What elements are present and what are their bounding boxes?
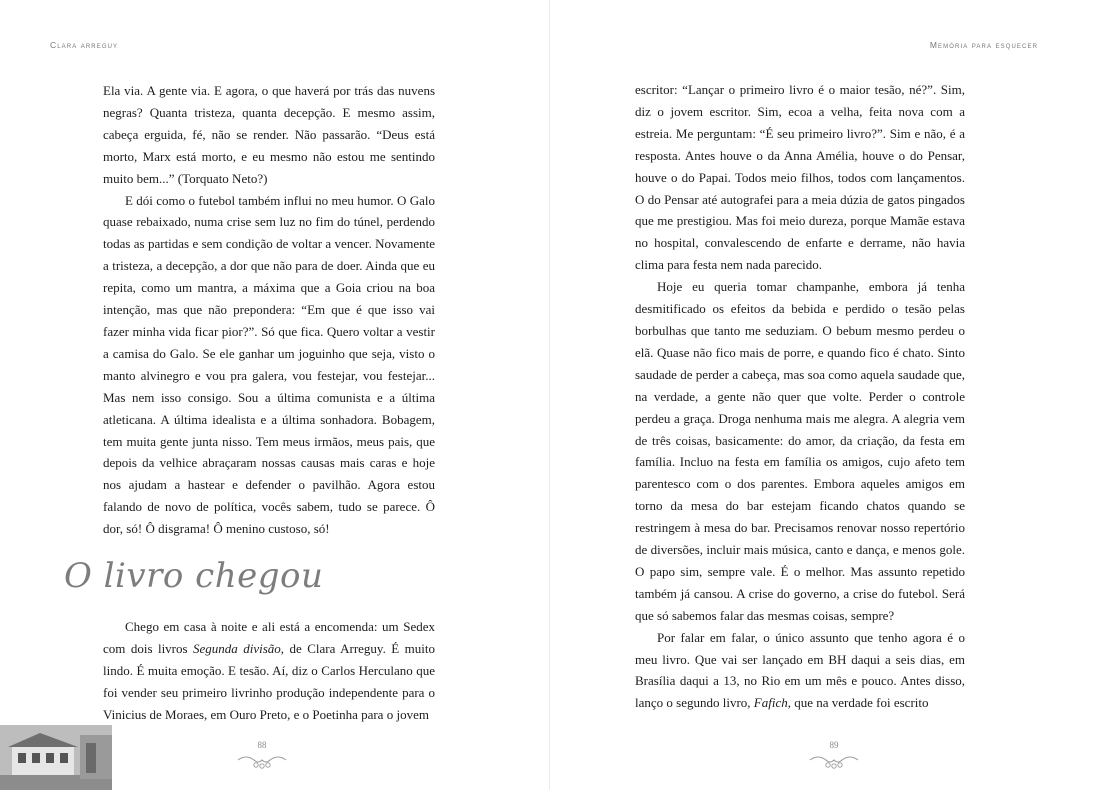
house-photo-image (0, 725, 112, 790)
page-number: 89 (829, 740, 839, 750)
text-run: , que na verdade foi escrito (787, 695, 929, 711)
left-body-text (103, 80, 435, 540)
right-page (550, 0, 1100, 790)
folio-ornament-icon (804, 752, 864, 772)
running-head-author: Clara arreguy (50, 40, 119, 50)
section-title: O livro chegou (64, 556, 324, 596)
text-run: Por falar em falar, o único assunto que tenho agora é o meu livro. Que vai ser lançado em BH daqui a seis dias, em Brasília daqui a 13, no Rio em um mês e pouco. Antes disso, lanço o segundo livro, (635, 629, 965, 711)
paragraph: escritor: “Lançar o primeiro livro é o maior tesão, né?”. Sim, diz o jovem escritor. Sim, ecoa a velha, feita nova com a estreia. Me perguntam: “É seu primeiro livro?”. Sim e não, é a resposta. Antes houve o da Anna Amélia, houve o do Pensar, houve o do Papai. Todos meio filhos, todos com lançamentos. O do Pensar até autografei para a meia dúzia de gatos pingados que me prestigiou. Mas foi meio dureza, porque Mamãe estava no hospital, convalescendo de enfarte e derrame, não havia clima para festa nem nada parecido. (635, 82, 965, 273)
section-body-text (103, 616, 435, 726)
book-title-italic: Fafich (753, 695, 788, 711)
paragraph: Ela via. A gente via. E agora, o que haverá por trás das nuvens negras? Quanta tristeza, quanta decepção. E mesmo assim, cabeça erguida, fé, não se render. Não passarão. “Deus está morto, Marx está morto, e eu mesmo não estou me sentindo muito bem...” (Torquato Neto?) (103, 83, 435, 186)
folio-ornament-icon (232, 752, 292, 772)
right-body-text (635, 79, 965, 714)
book-title-italic: Segunda divisão (193, 640, 281, 656)
paragraph (103, 616, 435, 726)
paragraph: E dói como o futebol também influi no meu humor. O Galo quase rebaixado, numa crise sem luz no fim do túnel, perdendo todas as partidas e sem condição de voltar a vencer. Novamente a tristeza, a decepção, a dor que não para de doer. Ainda que eu repita, como um mantra, a máxima que a Goia criou na boa intenção, mas que não prepondera: “Em que é que isso vai fazer minha vida ficar pior?”. Só que fica. Quero voltar a vestir a camisa do Galo. Se ele ganhar um joguinho que seja, visto o manto alvinegro e vou pra galera, vou festejar, vou festejar... Mas nem isso consigo. Sou a última comunista e a última atleticana. A última idealista e a última sonhadora. Bobagem, tem muita gente junta nisso. Tem meus irmãos, meus pais, que depois da velhice abraçaram nossas causas mais caras e hoje nos ajudam a hastear e defender o pavilhão. Agora estou falando de novo de política, vocês sabem, tudo se parece. Ô dor, só! Ô disgrama! Ô menino custoso, só! (103, 192, 435, 537)
paragraph: Hoje eu queria tomar champanhe, embora já tenha desmitificado os efeitos da bebida e perdido o tesão pelas borbulhas que tanto me seduziam. O bebum mesmo perdeu o elã. Quase não fico mais de porre, e quando fico é chato. Sinto saudade de perder a cabeça, mas soa como aquela saudade que, na verdade, a gente não quer que volte. Perder o controle perdeu a graça. Droga nenhuma mais me alegra. A alegria vem de três coisas, basicamente: do amor, da criação, da festa em família. Incluo na festa em família os amigos, cujo afeto tem parentesco com o dos parentes. Embora aqueles amigos em torno da mesa do bar estejam ficando chatos quando se restringem à mesa do bar. Precisamos renovar nosso repertório de diversões, incluir mais música, canto e dança, e menos gole. O papo sim, sempre vale. É o melhor. Mas assunto repetido também já cansou. A crise do governo, a crise do futebol. Será que só sabemos falar das mesmas coisas, sempre? (635, 279, 965, 623)
running-head-title: Memória para esquecer (929, 40, 1038, 50)
paragraph (635, 627, 965, 715)
text-run: , de Clara Arreguy. É muito lindo. É muita emoção. E tesão. Aí, diz o Carlos Herculano que foi vender seu primeiro livrinho produção independente para o Vinicius de Moraes, em Ouro Preto, e o Poetinha para o jovem (103, 640, 435, 722)
page-number: 88 (257, 740, 267, 750)
text-run: Chego em casa à noite e ali está a encomenda: um Sedex com dois livros (103, 619, 435, 656)
